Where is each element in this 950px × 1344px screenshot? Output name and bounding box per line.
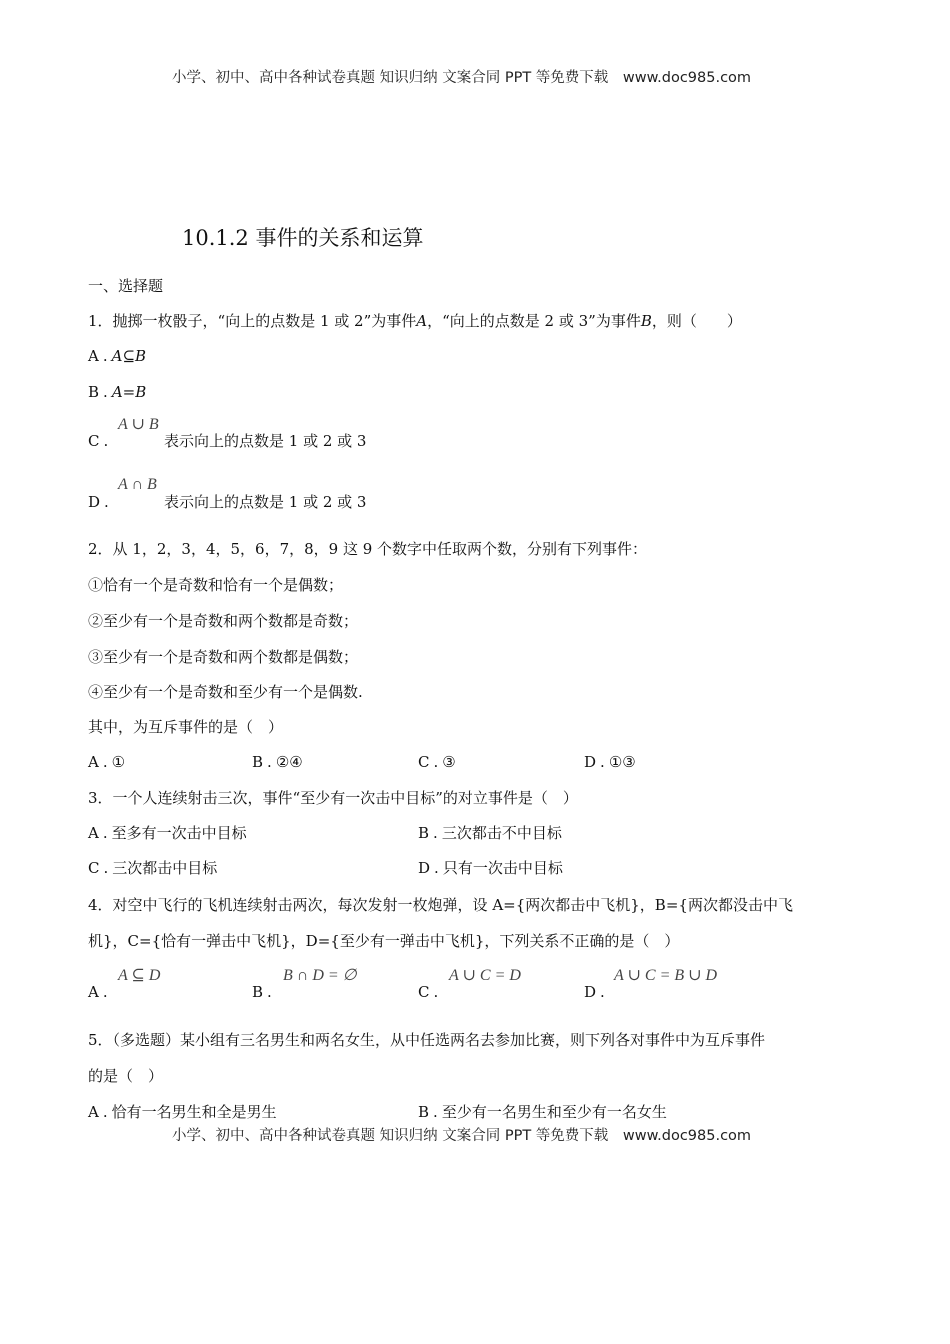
question-1-option-a: A . A⊆B [88,347,147,365]
question-2-option-d: D . ①③ [584,753,636,771]
header-site: www.doc985.com [622,70,752,86]
question-2-item-4: ④至少有一个是奇数和至少有一个是偶数. [88,683,363,701]
question-4-option-d-math: A ∪ C = B ∪ D [614,967,718,984]
page-footer [172,1124,751,1145]
question-2-item-3: ③至少有一个是奇数和两个数都是偶数； [88,648,359,666]
header-text: 小学、初中、高中各种试卷真题 知识归纳 文案合同 PPT 等免费下载 [172,70,609,86]
question-4-line-2: 机}，C={恰有一弹击中飞机}，D={至少有一弹击中飞机}，下列关系不正确的是（ ） [88,932,680,950]
question-4-option-c-math: A ∪ C = D [449,967,521,984]
question-2-question: 其中，为互斥事件的是（ ） [88,718,284,736]
question-2-option-b: B . ②④ [252,753,303,771]
question-5-option-b: B . 至少有一名男生和至少有一名女生 [418,1103,667,1121]
question-1-option-d-math: A ∩ B [118,476,157,493]
question-2-option-c: C . ③ [418,753,456,771]
page-header [172,66,751,87]
question-5-line-2: 的是（ ） [88,1067,164,1085]
document-title: 10.1.2 事件的关系和运算 [182,226,424,250]
question-4-option-b-math: B ∩ D = ∅ [283,967,357,984]
question-2-stem: 2．从 1，2，3，4，5，6，7，8，9 这 9 个数字中任取两个数，分别有下列事件： [88,540,648,558]
question-3-option-d: D . 只有一次击中目标 [418,859,563,877]
question-3-option-b: B . 三次都击不中目标 [418,824,562,842]
question-2-item-1: ①恰有一个是奇数和恰有一个是偶数； [88,576,344,594]
footer-text: 小学、初中、高中各种试卷真题 知识归纳 文案合同 PPT 等免费下载 [172,1128,609,1144]
question-4-option-a-math: A ⊆ D [118,967,161,984]
question-2-option-a: A . ① [88,753,126,771]
question-2-item-2: ②至少有一个是奇数和两个数都是奇数； [88,612,359,630]
question-1-option-c-label: C . [88,432,109,450]
question-4-option-d-label: D . [584,983,605,1001]
question-1-option-d-label: D . [88,493,109,511]
question-1-stem: 1．抛掷一枚骰子，“向上的点数是 1 或 2”为事件A，“向上的点数是 2 或 3”为事件B，则（ ） [88,312,742,330]
question-5-line-1: 5．（多选题）某小组有三名男生和两名女生，从中任选两名去参加比赛，则下列各对事件中为互斥事件 [88,1031,766,1049]
question-4-line-1: 4．对空中飞行的飞机连续射击两次，每次发射一枚炮弹，设 A={两次都击中飞机}，B={两次都没击中飞 [88,896,793,914]
question-4-option-a-label: A . [88,983,108,1001]
question-4-option-b-label: B . [252,983,272,1001]
question-3-option-c: C . 三次都击中目标 [88,859,218,877]
question-1-option-c-math: A ∪ B [118,416,159,433]
question-1-option-d-text: 表示向上的点数是 1 或 2 或 3 [164,493,367,511]
section-heading: 一、选择题 [88,277,164,295]
question-4-option-c-label: C . [418,983,439,1001]
question-3-stem: 3．一个人连续射击三次，事件“至少有一次击中目标”的对立事件是（ ） [88,789,578,807]
footer-site: www.doc985.com [622,1128,752,1144]
question-5-option-a: A . 恰有一名男生和全是男生 [88,1103,277,1121]
question-1-option-b: B . A=B [88,383,147,401]
question-1-option-c-text: 表示向上的点数是 1 或 2 或 3 [164,432,367,450]
question-3-option-a: A . 至多有一次击中目标 [88,824,247,842]
